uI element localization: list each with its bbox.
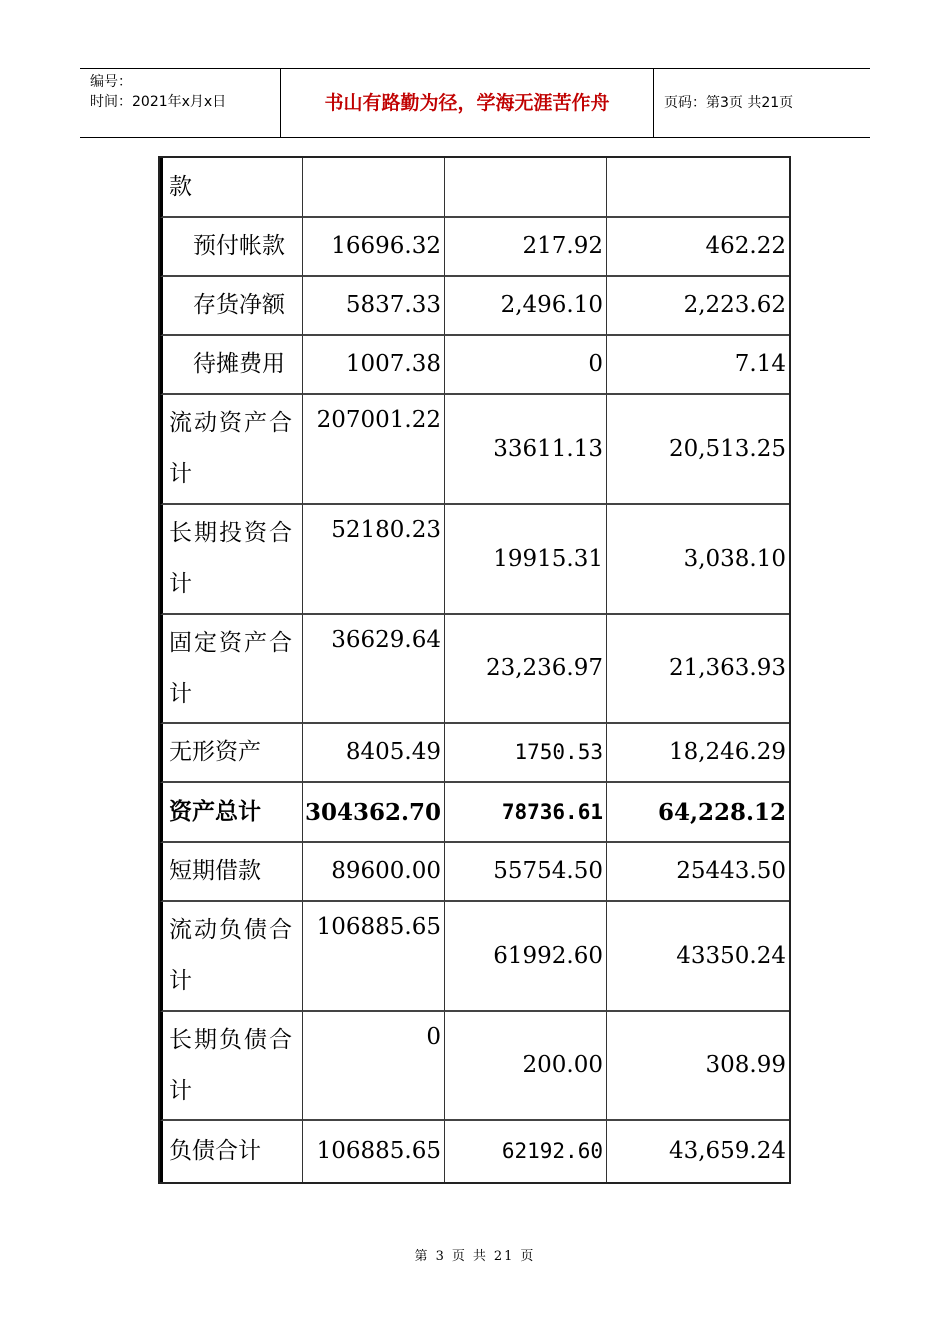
value-col2: 62192.60 bbox=[445, 1121, 607, 1182]
row-label: 无形资产 bbox=[160, 724, 303, 783]
value-col1: 89600.00 bbox=[303, 843, 445, 902]
value-col2: 217.92 bbox=[445, 218, 607, 277]
value-col2: 0 bbox=[445, 336, 607, 395]
motto: 书山有路勤为径，学海无涯苦作舟 bbox=[281, 69, 654, 137]
code-label: 编号： bbox=[90, 74, 132, 90]
value-col3: 43350.24 bbox=[607, 902, 789, 1012]
value-col3: 21,363.93 bbox=[607, 615, 789, 724]
table-row bbox=[160, 902, 789, 1012]
value-col1: 106885.65 bbox=[303, 902, 445, 1012]
row-label bbox=[160, 902, 303, 1012]
row-label-line1: 流动负债合 bbox=[169, 917, 294, 943]
row-label bbox=[160, 505, 303, 615]
row-label-line2: 计 bbox=[169, 968, 194, 994]
row-label bbox=[160, 1012, 303, 1121]
value-col3: 64,228.12 bbox=[607, 783, 789, 843]
value-col2: 19915.31 bbox=[445, 505, 607, 615]
value-col1: 8405.49 bbox=[303, 724, 445, 783]
table-row bbox=[160, 1012, 789, 1121]
value-col1 bbox=[303, 158, 445, 218]
table-row bbox=[160, 158, 789, 218]
table-row bbox=[160, 395, 789, 505]
table-row bbox=[160, 505, 789, 615]
value-col2: 1750.53 bbox=[445, 724, 607, 783]
value-col3: 462.22 bbox=[607, 218, 789, 277]
value-col2: 200.00 bbox=[445, 1012, 607, 1121]
value-col3: 43,659.24 bbox=[668, 1138, 786, 1164]
value-col1: 5837.33 bbox=[303, 277, 445, 336]
row-label-line1: 固定资产合 bbox=[169, 629, 294, 656]
table-row bbox=[160, 724, 789, 783]
value-col3: 308.99 bbox=[607, 1012, 789, 1121]
value-col3: 3,038.10 bbox=[607, 505, 789, 615]
row-label: 负债合计 bbox=[160, 1121, 303, 1182]
row-label-line1: 长期投资合 bbox=[169, 520, 294, 546]
value-col1: 52180.23 bbox=[303, 505, 445, 615]
page-header bbox=[80, 68, 870, 138]
row-label: 款 bbox=[160, 158, 303, 218]
row-label: 预付帐款 bbox=[160, 218, 303, 277]
footer-word: 页 bbox=[451, 1249, 467, 1264]
row-label-line1: 流动资产合 bbox=[169, 410, 294, 436]
row-label-line2: 计 bbox=[169, 680, 194, 707]
value-col2 bbox=[445, 158, 607, 218]
date-label: 时间：2021年x月x日 bbox=[90, 94, 227, 110]
value-col3: 20,513.25 bbox=[607, 395, 789, 505]
value-col1: 106885.65 bbox=[303, 1121, 445, 1182]
footer-word: 第 bbox=[414, 1249, 430, 1264]
value-col1: 16696.32 bbox=[303, 218, 445, 277]
value-col3: 25443.50 bbox=[607, 843, 789, 902]
value-col2: 55754.50 bbox=[445, 843, 607, 902]
value-col2: 78736.61 bbox=[445, 783, 607, 843]
table-row bbox=[160, 1121, 789, 1182]
financial-table bbox=[158, 156, 791, 1184]
value-col1: 1007.38 bbox=[303, 336, 445, 395]
row-label-line2: 计 bbox=[169, 461, 194, 487]
value-col1: 0 bbox=[303, 1012, 445, 1121]
value-col3: 2,223.62 bbox=[607, 277, 789, 336]
value-col3: 18,246.29 bbox=[607, 724, 789, 783]
table-row bbox=[160, 277, 789, 336]
value-col2: 33611.13 bbox=[445, 395, 607, 505]
footer-total-pages: 21 bbox=[493, 1249, 515, 1264]
row-label: 待摊费用 bbox=[160, 336, 303, 395]
value-col3: 7.14 bbox=[607, 336, 789, 395]
value-col2: 2,496.10 bbox=[445, 277, 607, 336]
footer-page-number: 3 bbox=[435, 1249, 446, 1264]
footer-word: 页 bbox=[520, 1249, 536, 1264]
row-label-line2: 计 bbox=[169, 1077, 194, 1104]
row-label: 短期借款 bbox=[160, 843, 303, 902]
page-info: 页码：第3页 共21页 bbox=[664, 95, 794, 111]
table-row-total bbox=[160, 783, 789, 843]
row-label: 存货净额 bbox=[160, 277, 303, 336]
value-col2: 61992.60 bbox=[445, 902, 607, 1012]
table-row bbox=[160, 843, 789, 902]
value-col2: 23,236.97 bbox=[445, 615, 607, 724]
page-footer bbox=[0, 1245, 950, 1264]
table-row bbox=[160, 336, 789, 395]
value-col1: 207001.22 bbox=[303, 395, 445, 505]
row-label-line1: 长期负债合 bbox=[169, 1026, 294, 1053]
row-label: 资产总计 bbox=[160, 783, 303, 843]
row-label bbox=[160, 395, 303, 505]
header-meta bbox=[80, 69, 281, 137]
row-label-line2: 计 bbox=[169, 571, 194, 597]
table-row bbox=[160, 615, 789, 724]
table-row bbox=[160, 218, 789, 277]
row-label bbox=[160, 615, 303, 724]
value-col3 bbox=[607, 158, 789, 218]
footer-word: 共 bbox=[472, 1249, 488, 1264]
value-col1: 304362.70 bbox=[303, 783, 445, 843]
value-col1: 36629.64 bbox=[303, 615, 445, 724]
